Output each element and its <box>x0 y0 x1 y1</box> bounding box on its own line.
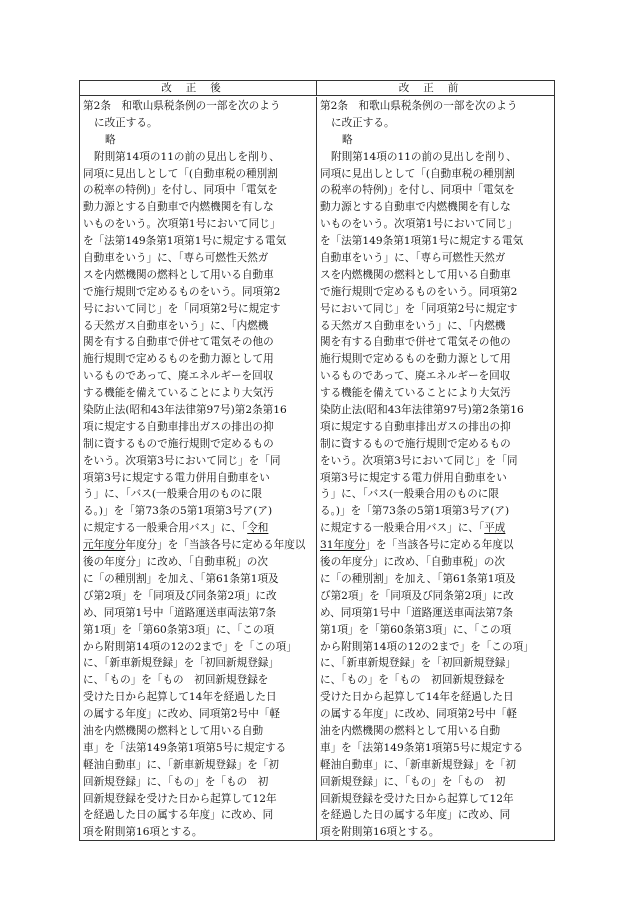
header-after: 改正後 <box>80 81 317 96</box>
text-line <box>320 166 550 183</box>
text-line <box>320 672 550 689</box>
column-before <box>317 97 554 840</box>
header-before: 改正前 <box>398 82 473 94</box>
line-text: 年度分」を「当該各号に定める年度以 <box>125 539 306 552</box>
text-line <box>320 284 550 301</box>
line-text: る。)」を「第73条の5第1項第3号ア(ア) <box>83 505 273 518</box>
text-line <box>83 351 312 368</box>
text-line <box>320 402 550 419</box>
line-text: 軽油自動車」に、「新車新規登録」を「初 <box>83 758 279 771</box>
line-text: の税率の特例)」を付し、同項中「電気を <box>83 184 278 197</box>
line-text: から附則第14項の12の2まで」を「この項」 <box>320 640 534 653</box>
text-line <box>83 233 312 250</box>
text-line <box>83 723 312 740</box>
text-line <box>83 503 312 520</box>
amended-term-part1: 平成 <box>484 522 506 535</box>
line-text: 自動車をいう」に、「専ら可燃性天然ガ <box>320 252 506 265</box>
line-text: 関を有する自動車で併せて電気その他の <box>320 336 511 349</box>
line-text: をいう。次項第3号において同じ」を「同 <box>320 454 518 467</box>
text-line <box>320 520 550 537</box>
text-line <box>320 199 550 216</box>
line-text: に、「新車新規登録」を「初回新規登録」 <box>83 657 279 670</box>
text-line <box>320 571 550 588</box>
text-line <box>83 132 312 149</box>
line-text: 油を内燃機関の燃料として用いる自動 <box>83 724 264 737</box>
line-text: に、「新車新規登録」を「初回新規登録」 <box>320 657 516 670</box>
line-text: 軽油自動車」に、「新車新規登録」を「初 <box>320 758 516 771</box>
line-text: 号において同じ」を「同項第2号に規定す <box>83 302 281 315</box>
line-text: する機能を備えていることにより大気汚 <box>320 387 511 400</box>
line-text: に規定する一般乗合用バス」に、「 <box>320 522 485 535</box>
line-text: 染防止法(昭和43年法律第97号)第2条第16 <box>83 404 287 417</box>
text-line <box>83 115 312 132</box>
text-line <box>320 655 550 672</box>
line-text: 制に資するもので施行規則で定めるもの <box>320 437 511 450</box>
text-line <box>83 98 312 115</box>
line-text: を経過した日の属する年度」に改め、同 <box>320 809 511 822</box>
text-line <box>320 740 550 757</box>
line-text: 油を内燃機関の燃料として用いる自動 <box>320 724 501 737</box>
amended-term-part2: 元年度分 <box>83 539 126 552</box>
text-line <box>320 689 550 706</box>
line-text: 項を附則第16項とする。 <box>83 826 203 839</box>
amendment-comparison-table <box>79 80 555 841</box>
line-text: いものをいう。次項第1号において同じ」 <box>83 218 281 231</box>
line-text: 項を附則第16項とする。 <box>320 826 440 839</box>
line-text: 第1項」を「第60条第3項」に、「この項 <box>83 623 275 636</box>
text-line <box>83 672 312 689</box>
text-line <box>320 233 550 250</box>
text-line <box>83 757 312 774</box>
line-text: スを内燃機関の燃料として用いる自動車 <box>83 268 274 281</box>
line-text: め、同項第1号中「道路運送車両法第7条 <box>320 606 514 619</box>
line-text: び第2項」を「同項及び同条第2項」に改 <box>320 589 514 602</box>
text-line <box>320 622 550 639</box>
line-text: 車」を「法第149条第1項第5号に規定する <box>83 741 287 754</box>
text-line <box>320 368 550 385</box>
text-line <box>83 486 312 503</box>
text-line <box>320 486 550 503</box>
line-text: 号において同じ」を「同項第2号に規定す <box>320 302 518 315</box>
text-line <box>320 757 550 774</box>
text-line <box>320 503 550 520</box>
line-text: に、「もの」を「もの 初回新規登録を <box>320 674 506 687</box>
line-text: 第2条 和歌山県税条例の一部を次のよう <box>83 100 281 112</box>
text-line <box>320 554 550 571</box>
text-line <box>320 824 550 841</box>
line-text: 項に規定する自動車排出ガスの排出の抑 <box>320 420 511 433</box>
line-text: 回新規登録を受けた日から起算して12年 <box>320 792 514 805</box>
line-text: で施行規則で定めるものをいう。同項第2 <box>320 285 518 298</box>
line-text: 項に規定する自動車排出ガスの排出の抑 <box>83 420 274 433</box>
text-line <box>320 774 550 791</box>
text-line <box>320 470 550 487</box>
text-line <box>83 791 312 808</box>
text-line <box>83 824 312 841</box>
line-text: 染防止法(昭和43年法律第97号)第2条第16 <box>320 404 524 417</box>
text-line <box>83 385 312 402</box>
amended-term-part2: 31年度分 <box>320 539 366 552</box>
text-line <box>83 334 312 351</box>
line-text: 附則第14項の11の前の見出しを削り、 <box>94 150 280 163</box>
text-line <box>320 436 550 453</box>
text-line <box>83 402 312 419</box>
text-line <box>320 453 550 470</box>
line-text: 回新規登録」に、「もの」を「もの 初 <box>83 775 269 788</box>
line-text: 」を「当該各号に定める年度以 <box>365 539 514 552</box>
text-line <box>83 368 312 385</box>
line-text: いものをいう。次項第1号において同じ」 <box>320 218 518 231</box>
line-text: の属する年度」に改め、同項第2号中「軽 <box>320 708 518 721</box>
text-line <box>83 537 312 554</box>
text-line <box>83 453 312 470</box>
line-text: に改正する。 <box>331 116 395 129</box>
text-line <box>83 301 312 318</box>
text-line <box>320 250 550 267</box>
text-line <box>320 301 550 318</box>
line-text: に、「もの」を「もの 初回新規登録を <box>83 674 269 687</box>
line-text: 回新規登録を受けた日から起算して12年 <box>83 792 277 805</box>
text-line <box>83 774 312 791</box>
line-text: 制に資するもので施行規則で定めるもの <box>83 437 274 450</box>
line-text: 車」を「法第149条第1項第5号に規定する <box>320 741 524 754</box>
line-text: いるものであって、廃エネルギーを回収 <box>83 370 274 383</box>
text-line <box>83 689 312 706</box>
line-text: う」に、「バス(一般乗合用のものに限 <box>83 488 262 501</box>
line-text: を「法第149条第1項第1号に規定する電気 <box>320 235 524 248</box>
line-text: 同項に見出しとして「(自動車税の種別割 <box>83 167 278 180</box>
text-line <box>320 98 550 115</box>
text-line <box>83 250 312 267</box>
text-line <box>83 571 312 588</box>
text-line <box>83 216 312 233</box>
text-line <box>83 182 312 199</box>
text-line <box>83 470 312 487</box>
text-line <box>320 182 550 199</box>
text-line <box>320 132 550 149</box>
text-line <box>320 149 550 166</box>
table-header-row <box>80 81 554 96</box>
line-text: 回新規登録」に、「もの」を「もの 初 <box>320 775 506 788</box>
text-line <box>83 554 312 571</box>
line-text: 項第3号に規定する電力併用自動車をい <box>320 471 507 484</box>
line-text: 同項に見出しとして「(自動車税の種別割 <box>320 167 515 180</box>
line-text: いるものであって、廃エネルギーを回収 <box>320 370 511 383</box>
text-line <box>320 588 550 605</box>
line-text: する機能を備えていることにより大気汚 <box>83 387 274 400</box>
column-after <box>80 97 317 840</box>
line-text: 附則第14項の11の前の見出しを削り、 <box>331 150 517 163</box>
text-line <box>320 639 550 656</box>
line-text: 略 <box>105 133 116 146</box>
text-line <box>83 605 312 622</box>
text-line <box>320 807 550 824</box>
text-line <box>83 284 312 301</box>
text-line <box>83 807 312 824</box>
line-text: スを内燃機関の燃料として用いる自動車 <box>320 268 511 281</box>
line-text: に「の種別割」を加え、「第61条第1項及 <box>83 572 279 585</box>
line-text: 第1項」を「第60条第3項」に、「この項 <box>320 623 512 636</box>
line-text: をいう。次項第3号において同じ」を「同 <box>83 454 281 467</box>
line-text: に規定する一般乗合用バス」に、「 <box>83 522 248 535</box>
text-line <box>320 537 550 554</box>
line-text: び第2項」を「同項及び同条第2項」に改 <box>83 589 277 602</box>
line-text: 施行規則で定めるものを動力源として用 <box>320 353 511 366</box>
line-text: の属する年度」に改め、同項第2号中「軽 <box>83 708 281 721</box>
text-line <box>83 706 312 723</box>
text-line <box>320 334 550 351</box>
text-line <box>320 267 550 284</box>
text-line <box>83 520 312 537</box>
text-line <box>320 351 550 368</box>
line-text: の税率の特例)」を付し、同項中「電気を <box>320 184 515 197</box>
text-line <box>320 723 550 740</box>
text-line <box>320 605 550 622</box>
text-line <box>83 740 312 757</box>
line-text: で施行規則で定めるものをいう。同項第2 <box>83 285 281 298</box>
line-text: を経過した日の属する年度」に改め、同 <box>83 809 274 822</box>
line-text: 第2条 和歌山県税条例の一部を次のよう <box>320 100 518 112</box>
text-line <box>83 267 312 284</box>
text-line <box>83 436 312 453</box>
text-line <box>83 199 312 216</box>
line-text: 施行規則で定めるものを動力源として用 <box>83 353 274 366</box>
line-text: る天然ガス自動車をいう」に、「内燃機 <box>83 319 269 332</box>
text-line <box>320 706 550 723</box>
line-text: 関を有する自動車で併せて電気その他の <box>83 336 274 349</box>
text-line <box>320 318 550 335</box>
text-line <box>83 166 312 183</box>
line-text: 後の年度分」に改め、「自動車税」の次 <box>83 556 268 569</box>
line-text: を「法第149条第1項第1号に規定する電気 <box>83 235 287 248</box>
text-line <box>83 622 312 639</box>
text-line <box>320 115 550 132</box>
line-text: に改正する。 <box>94 116 158 129</box>
line-text: 受けた日から起算して14年を経過した日 <box>83 691 277 704</box>
line-text: 後の年度分」に改め、「自動車税」の次 <box>320 556 505 569</box>
line-text: め、同項第1号中「道路運送車両法第7条 <box>83 606 277 619</box>
line-text: う」に、「バス(一般乗合用のものに限 <box>320 488 499 501</box>
line-text: る。)」を「第73条の5第1項第3号ア(ア) <box>320 505 510 518</box>
text-line <box>83 149 312 166</box>
text-line <box>320 419 550 436</box>
text-line <box>83 639 312 656</box>
text-line <box>320 385 550 402</box>
text-line <box>83 655 312 672</box>
line-text: から附則第14項の12の2まで」を「この項」 <box>83 640 297 653</box>
line-text: に「の種別割」を加え、「第61条第1項及 <box>320 572 516 585</box>
line-text: 自動車をいう」に、「専ら可燃性天然ガ <box>83 252 269 265</box>
line-text: 動力源とする自動車で内燃機関を有しな <box>320 201 511 214</box>
text-line <box>83 419 312 436</box>
line-text: 略 <box>342 133 353 146</box>
line-text: 動力源とする自動車で内燃機関を有しな <box>83 201 274 214</box>
text-line <box>320 216 550 233</box>
line-text: 項第3号に規定する電力併用自動車をい <box>83 471 270 484</box>
text-line <box>83 588 312 605</box>
line-text: 受けた日から起算して14年を経過した日 <box>320 691 514 704</box>
line-text: る天然ガス自動車をいう」に、「内燃機 <box>320 319 506 332</box>
amended-term-part1: 令和 <box>247 522 269 535</box>
text-line <box>320 791 550 808</box>
text-line <box>83 318 312 335</box>
